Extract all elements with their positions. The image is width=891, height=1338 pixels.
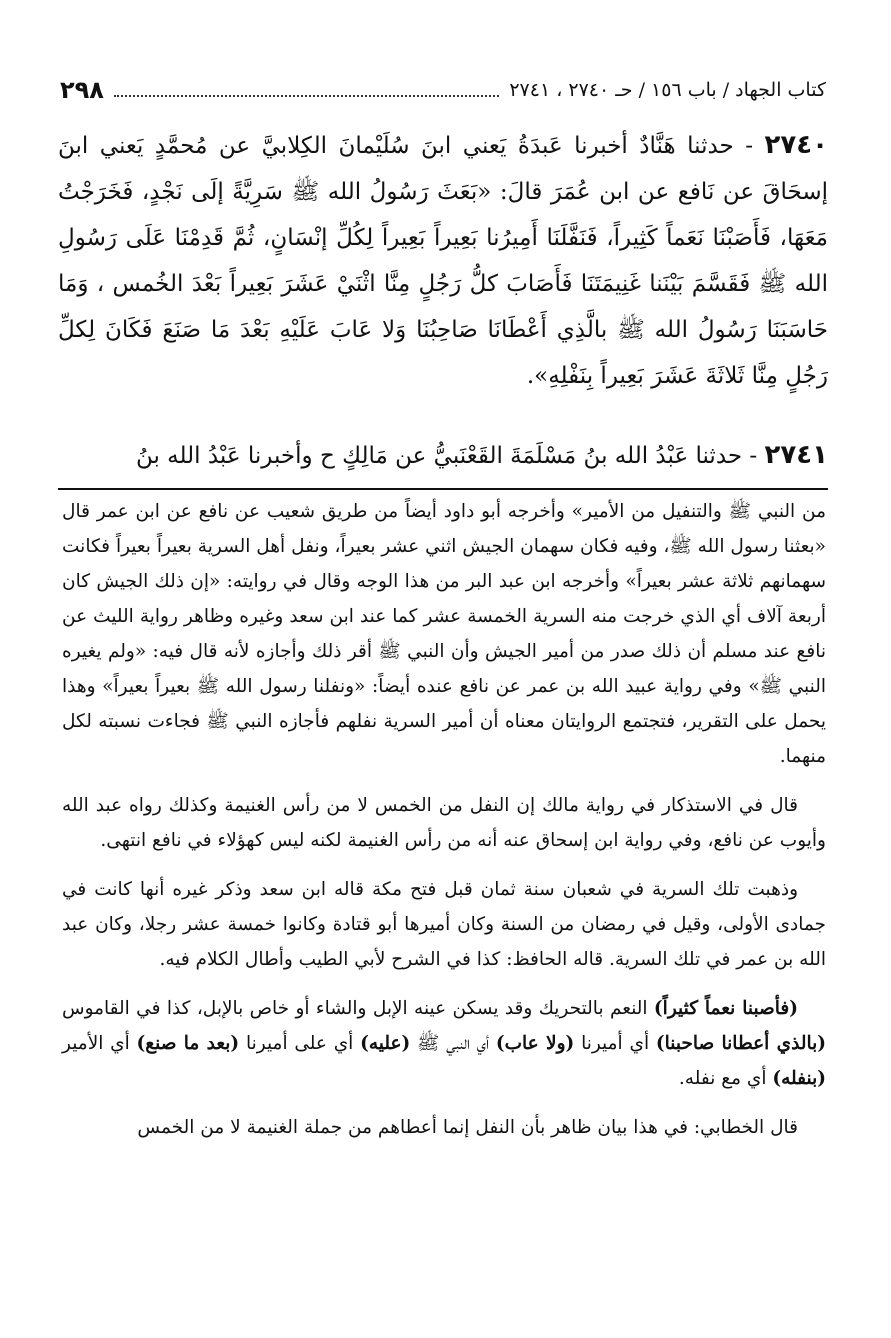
page-header	[60, 70, 826, 110]
gloss: النعم بالتحريك وقد يسكن عينه الإبل والشاء أو خاص بالإبل، كذا في القاموس	[62, 998, 654, 1019]
commentary	[62, 494, 826, 1159]
hadith-text: - حدثنا عَبْدُ الله بنُ مَسْلَمَةَ القَعْنَبيُّ عن مَالِكٍ ح وأخبرنا عَبْدُ الله بنُ	[135, 443, 758, 469]
commentary-paragraph	[62, 991, 826, 1096]
gloss: أي أميرنا	[574, 1033, 656, 1054]
footnote-divider	[58, 488, 828, 490]
gloss: أي الأمير	[62, 1033, 137, 1054]
gloss: أي مع نفله.	[678, 1068, 773, 1089]
gloss: أي على أميرنا	[239, 1033, 361, 1054]
commentary-paragraph: قال الخطابي: في هذا بيان ظاهر بأن النفل إنما أعطاهم من جملة الغنيمة لا من الخمس	[137, 1117, 798, 1138]
quoted-phrase: (فأصبنا نعماً كثيراً)	[653, 998, 798, 1019]
quoted-phrase: (بنفله)	[772, 1068, 826, 1089]
commentary-paragraph: وذهبت تلك السرية في شعبان سنة ثمان قبل فتح مكة قاله ابن سعد وذكر غيره أنها كانت في جمادى الأولى، وقيل في رمضان من السنة وكان أميرها أبو قتادة وكانوا خمسة عشر رجلا، وكان عبد الله بن عمر في تلك السرية. قاله الحافظ: كذا في الشرح لأبي الطيب وأطال الكلام فيه.	[62, 879, 826, 970]
hadith-number: ٢٧٤١	[764, 440, 828, 470]
quoted-phrase: (بعد ما صنع)	[136, 1033, 240, 1054]
gloss: أي النبي ﷺ	[410, 1033, 496, 1054]
hadith-2740	[58, 122, 828, 452]
hadith-2741	[58, 432, 828, 480]
quoted-phrase: (بالذي أعطانا صاحبنا)	[655, 1033, 826, 1054]
quoted-phrase: (ولا عاب)	[495, 1033, 575, 1054]
running-title: كتاب الجهاد / باب ١٥٦ / حـ ٢٧٤٠ ، ٢٧٤١	[509, 79, 826, 101]
page-number: ٢٩٨	[60, 76, 104, 104]
dotted-leader	[114, 95, 499, 97]
hadith-number: ٢٧٤٠	[764, 130, 829, 160]
quoted-phrase: (عليه)	[360, 1033, 411, 1054]
commentary-paragraph: قال في الاستذكار في رواية مالك إن النفل من الخمس لا من رأس الغنيمة وكذلك رواه عبد الله وأيوب عن نافع، وفي رواية ابن إسحاق عنه أنه من رأس الغنيمة لكنه ليس كهؤلاء في نافع انتهى.	[62, 795, 826, 851]
hadith-text: - حدثنا هَنَّادٌ أخبرنا عَبدَةُ يَعني ابنَ سُلَيْمانَ الكِلابيَّ عن مُحمَّدٍ يَعني ابنَ إسحَاقَ عن نَافع عن ابن عُمَرَ قالَ: «بَعَثَ رَسُولُ الله ﷺ سَرِيَّةً إلَى نَجْدٍ، فَخَرَجْتُ مَعَهَا، فَأَصَبْنَا نَعَماً كَثِيراً، فَنَفَّلَنَا أَمِيرُنا بَعِيراً بَعِيراً لِكُلِّ إنْسَانٍ، ثُمَّ قَدِمْنَا عَلَى رَسُولِ الله ﷺ فَقَسَّمَ بَيْنَنا غَنِيمَتَنَا فَأَصَابَ كلُّ رَجُلٍ مِنَّا اثْنَيْ عَشَرَ بَعِيراً بَعْدَ الخُمس ، وَمَا حَاسَبَنَا رَسُولُ الله ﷺ بالَّذِي أَعْطَانَا صَاحِبُنَا وَلا عَابَ عَلَيْهِ بَعْدَ مَا صَنَعَ فَكَانَ لِكلِّ رَجُلٍ مِنَّا ثَلاثَةَ عَشَرَ بَعِيراً بِنَفْلِهِ».	[58, 133, 829, 389]
commentary-paragraph: من النبي ﷺ والتنفيل من الأمير» وأخرجه أبو داود أيضاً من طريق شعيب عن نافع عن ابن عمر قال «بعثنا رسول الله ﷺ، وفيه فكان سهمان الجيش اثني عشر بعيراً، ونفل أهل السرية بعيراً بعيراً فكانت سهمانهم ثلاثة عشر بعيراً» وأخرجه ابن عبد البر من هذا الوجه وقال في روايته: «إن ذلك الجيش كان أربعة آلاف أي الذي خرجت منه السرية الخمسة عشر كما عند ابن سعد وغيره وظاهر رواية الليث عن نافع عند مسلم أن ذلك صدر من أمير الجيش وأن النبي ﷺ أقر ذلك وأجازه لأنه قال فيه: «ولم يغيره النبي ﷺ» وفي رواية عبيد الله بن عمر عن نافع عنده أيضاً: «ونفلنا رسول الله ﷺ بعيراً بعيراً» وهذا يحمل على التقرير، فتجتمع الروايتان معناه أن أمير السرية نفلهم فأجازه النبي ﷺ فجاءت نسبته لكل منهما.	[62, 501, 826, 767]
